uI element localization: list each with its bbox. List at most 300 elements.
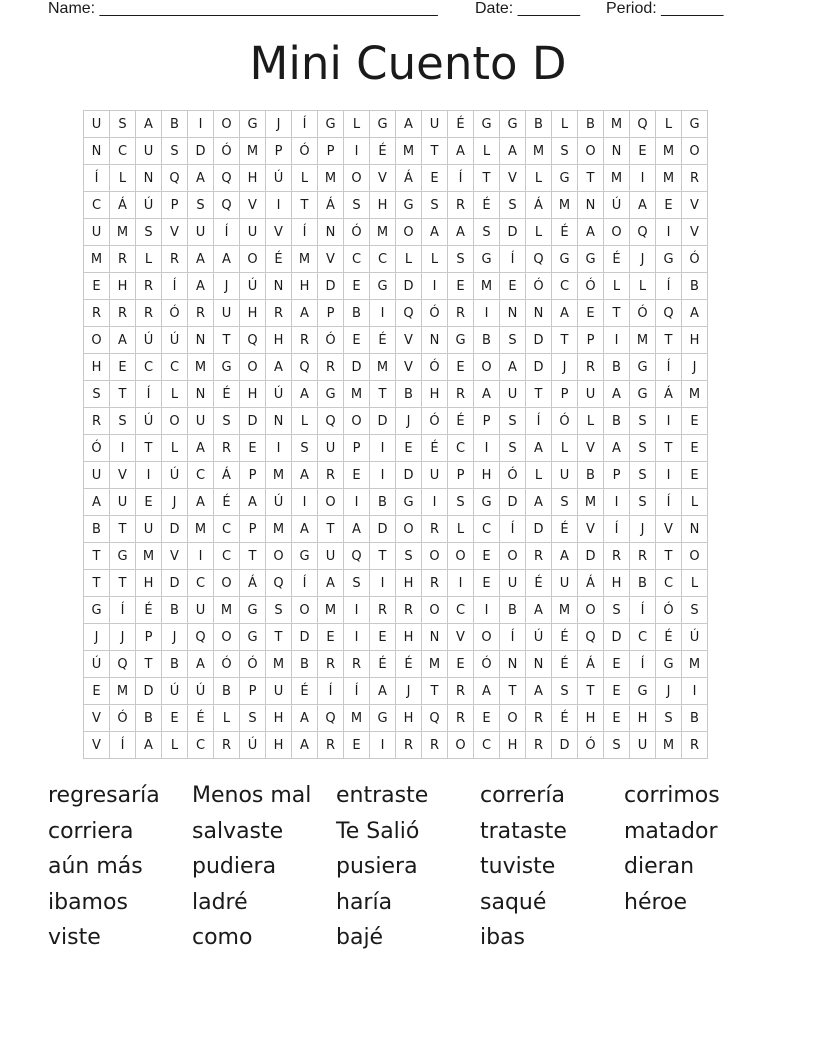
grid-cell: Ú bbox=[84, 651, 110, 678]
grid-cell: Ó bbox=[318, 327, 344, 354]
grid-cell: E bbox=[396, 435, 422, 462]
grid-cell: G bbox=[682, 111, 708, 138]
grid-cell: L bbox=[656, 111, 682, 138]
grid-cell: E bbox=[682, 435, 708, 462]
grid-cell: D bbox=[162, 516, 188, 543]
grid-cell: J bbox=[682, 354, 708, 381]
grid-cell: A bbox=[474, 381, 500, 408]
word-list-item: matador bbox=[624, 818, 718, 844]
grid-cell: M bbox=[188, 516, 214, 543]
grid-cell: Q bbox=[526, 246, 552, 273]
grid-cell: G bbox=[214, 354, 240, 381]
grid-cell: D bbox=[292, 624, 318, 651]
grid-cell: S bbox=[500, 435, 526, 462]
grid-cell: G bbox=[396, 489, 422, 516]
grid-cell: A bbox=[396, 111, 422, 138]
grid-cell: O bbox=[318, 489, 344, 516]
grid-cell: D bbox=[370, 516, 396, 543]
grid-cell: U bbox=[84, 111, 110, 138]
page-title: Mini Cuento D bbox=[249, 37, 567, 90]
grid-cell: T bbox=[318, 516, 344, 543]
grid-cell: B bbox=[604, 354, 630, 381]
grid-cell: S bbox=[552, 489, 578, 516]
grid-row bbox=[84, 246, 708, 273]
grid-cell: E bbox=[474, 570, 500, 597]
grid-cell: H bbox=[396, 570, 422, 597]
grid-cell: B bbox=[526, 111, 552, 138]
grid-cell: G bbox=[240, 624, 266, 651]
grid-cell: A bbox=[526, 678, 552, 705]
word-search-grid bbox=[83, 110, 708, 759]
grid-cell: A bbox=[136, 732, 162, 759]
word-list-item: trataste bbox=[480, 818, 567, 844]
grid-cell: M bbox=[604, 165, 630, 192]
grid-cell: T bbox=[656, 435, 682, 462]
grid-cell: U bbox=[318, 435, 344, 462]
grid-cell: Ó bbox=[526, 273, 552, 300]
grid-cell: L bbox=[136, 246, 162, 273]
grid-cell: B bbox=[474, 327, 500, 354]
grid-cell: A bbox=[552, 543, 578, 570]
grid-cell: B bbox=[396, 381, 422, 408]
grid-cell: P bbox=[240, 516, 266, 543]
grid-cell: N bbox=[500, 651, 526, 678]
grid-cell: L bbox=[162, 732, 188, 759]
grid-cell: E bbox=[370, 624, 396, 651]
word-list-item: regresaría bbox=[48, 783, 160, 808]
grid-cell: Ó bbox=[422, 408, 448, 435]
grid-cell: R bbox=[422, 732, 448, 759]
grid-cell: Ó bbox=[578, 732, 604, 759]
grid-row bbox=[84, 624, 708, 651]
grid-cell: V bbox=[656, 516, 682, 543]
grid-cell: M bbox=[84, 246, 110, 273]
grid-cell: A bbox=[188, 435, 214, 462]
grid-cell: T bbox=[266, 624, 292, 651]
grid-cell: D bbox=[526, 516, 552, 543]
grid-cell: E bbox=[448, 651, 474, 678]
grid-cell: A bbox=[370, 678, 396, 705]
grid-cell: M bbox=[214, 597, 240, 624]
grid-cell: V bbox=[500, 165, 526, 192]
grid-cell: R bbox=[84, 300, 110, 327]
grid-cell: S bbox=[110, 408, 136, 435]
word-list bbox=[48, 778, 778, 956]
grid-cell: Ó bbox=[110, 705, 136, 732]
grid-cell: D bbox=[526, 354, 552, 381]
grid-cell: Ó bbox=[214, 138, 240, 165]
grid-cell: J bbox=[266, 111, 292, 138]
grid-cell: T bbox=[240, 543, 266, 570]
grid-cell: A bbox=[682, 300, 708, 327]
word-list-item: viste bbox=[48, 925, 101, 951]
grid-cell: U bbox=[578, 381, 604, 408]
grid-cell: Q bbox=[318, 408, 344, 435]
grid-cell: D bbox=[500, 489, 526, 516]
grid-cell: M bbox=[136, 543, 162, 570]
grid-row bbox=[84, 543, 708, 570]
grid-cell: Ú bbox=[682, 624, 708, 651]
grid-cell: C bbox=[110, 138, 136, 165]
grid-cell: Q bbox=[110, 651, 136, 678]
grid-cell: I bbox=[656, 408, 682, 435]
grid-cell: O bbox=[266, 543, 292, 570]
grid-cell: M bbox=[604, 111, 630, 138]
grid-cell: M bbox=[240, 138, 266, 165]
grid-cell: B bbox=[136, 705, 162, 732]
grid-cell: O bbox=[682, 138, 708, 165]
grid-cell: A bbox=[214, 246, 240, 273]
word-list-item: dieran bbox=[624, 854, 695, 880]
grid-cell: T bbox=[422, 678, 448, 705]
grid-cell: Ú bbox=[162, 327, 188, 354]
grid-cell: Ú bbox=[266, 381, 292, 408]
grid-cell: E bbox=[162, 705, 188, 732]
grid-cell: Ú bbox=[240, 273, 266, 300]
grid-cell: U bbox=[136, 516, 162, 543]
grid-cell: M bbox=[266, 462, 292, 489]
word-list-item: ibamos bbox=[48, 889, 128, 915]
grid-cell: G bbox=[370, 705, 396, 732]
grid-cell: I bbox=[266, 435, 292, 462]
grid-cell: É bbox=[552, 219, 578, 246]
grid-cell: L bbox=[526, 219, 552, 246]
grid-cell: E bbox=[318, 624, 344, 651]
grid-cell: Q bbox=[422, 705, 448, 732]
grid-cell: N bbox=[526, 651, 552, 678]
word-list-item: saqué bbox=[480, 889, 547, 915]
grid-cell: V bbox=[84, 705, 110, 732]
grid-cell: R bbox=[630, 543, 656, 570]
grid-cell: E bbox=[656, 192, 682, 219]
grid-cell: É bbox=[552, 516, 578, 543]
grid-row bbox=[84, 489, 708, 516]
grid-cell: A bbox=[292, 732, 318, 759]
grid-cell: Q bbox=[162, 165, 188, 192]
grid-cell: R bbox=[422, 570, 448, 597]
grid-cell: S bbox=[656, 705, 682, 732]
grid-cell: G bbox=[370, 111, 396, 138]
grid-cell: Á bbox=[214, 462, 240, 489]
word-list-item: corrimos bbox=[624, 783, 720, 808]
grid-cell: L bbox=[344, 111, 370, 138]
grid-cell: R bbox=[344, 651, 370, 678]
grid-cell: U bbox=[188, 597, 214, 624]
grid-cell: R bbox=[448, 300, 474, 327]
grid-cell: T bbox=[500, 678, 526, 705]
grid-cell: M bbox=[656, 732, 682, 759]
grid-cell: Í bbox=[604, 516, 630, 543]
grid-cell: H bbox=[422, 381, 448, 408]
grid-cell: U bbox=[214, 300, 240, 327]
grid-cell: V bbox=[162, 219, 188, 246]
grid-cell: R bbox=[448, 705, 474, 732]
grid-cell: M bbox=[344, 381, 370, 408]
grid-cell: C bbox=[448, 597, 474, 624]
grid-cell: A bbox=[292, 381, 318, 408]
grid-row bbox=[84, 651, 708, 678]
grid-cell: N bbox=[266, 408, 292, 435]
grid-cell: Ó bbox=[214, 651, 240, 678]
grid-cell: E bbox=[474, 705, 500, 732]
grid-cell: D bbox=[370, 408, 396, 435]
grid-cell: R bbox=[526, 543, 552, 570]
grid-cell: D bbox=[526, 327, 552, 354]
grid-cell: N bbox=[526, 300, 552, 327]
grid-cell: B bbox=[162, 651, 188, 678]
grid-cell: L bbox=[552, 435, 578, 462]
grid-cell: U bbox=[500, 570, 526, 597]
grid-cell: I bbox=[292, 489, 318, 516]
grid-cell: S bbox=[630, 489, 656, 516]
grid-cell: Í bbox=[136, 381, 162, 408]
grid-cell: C bbox=[188, 462, 214, 489]
grid-cell: J bbox=[552, 354, 578, 381]
grid-cell: M bbox=[370, 219, 396, 246]
grid-cell: G bbox=[110, 543, 136, 570]
grid-cell: R bbox=[578, 354, 604, 381]
grid-cell: V bbox=[370, 165, 396, 192]
grid-cell: I bbox=[422, 273, 448, 300]
grid-cell: T bbox=[136, 435, 162, 462]
grid-cell: É bbox=[292, 678, 318, 705]
grid-cell: J bbox=[84, 624, 110, 651]
grid-cell: B bbox=[292, 651, 318, 678]
grid-cell: B bbox=[84, 516, 110, 543]
grid-cell: Q bbox=[240, 327, 266, 354]
grid-cell: R bbox=[682, 732, 708, 759]
grid-cell: N bbox=[266, 273, 292, 300]
grid-cell: T bbox=[656, 543, 682, 570]
grid-cell: L bbox=[214, 705, 240, 732]
grid-cell: G bbox=[448, 327, 474, 354]
grid-cell: H bbox=[292, 273, 318, 300]
grid-cell: A bbox=[292, 300, 318, 327]
grid-cell: É bbox=[656, 624, 682, 651]
grid-cell: S bbox=[630, 462, 656, 489]
grid-cell: H bbox=[396, 624, 422, 651]
grid-cell: M bbox=[682, 381, 708, 408]
grid-cell: O bbox=[604, 219, 630, 246]
grid-cell: H bbox=[500, 732, 526, 759]
grid-cell: I bbox=[656, 462, 682, 489]
grid-cell: V bbox=[84, 732, 110, 759]
grid-cell: É bbox=[448, 408, 474, 435]
word-list-item: haría bbox=[336, 889, 393, 915]
grid-cell: R bbox=[448, 192, 474, 219]
grid-cell: C bbox=[656, 570, 682, 597]
grid-cell: Ó bbox=[292, 138, 318, 165]
grid-cell: D bbox=[396, 273, 422, 300]
grid-cell: R bbox=[84, 408, 110, 435]
grid-cell: H bbox=[84, 354, 110, 381]
grid-cell: S bbox=[448, 246, 474, 273]
grid-cell: A bbox=[578, 219, 604, 246]
grid-cell: L bbox=[526, 165, 552, 192]
grid-cell: C bbox=[370, 246, 396, 273]
grid-cell: G bbox=[474, 111, 500, 138]
grid-cell: M bbox=[292, 246, 318, 273]
grid-cell: S bbox=[266, 597, 292, 624]
grid-cell: A bbox=[318, 570, 344, 597]
grid-row bbox=[84, 408, 708, 435]
word-list-item: pudiera bbox=[192, 854, 277, 880]
grid-cell: I bbox=[656, 219, 682, 246]
grid-cell: M bbox=[578, 489, 604, 516]
grid-cell: B bbox=[578, 462, 604, 489]
grid-cell: L bbox=[162, 435, 188, 462]
grid-cell: Á bbox=[578, 651, 604, 678]
grid-row bbox=[84, 597, 708, 624]
grid-cell: L bbox=[396, 246, 422, 273]
grid-cell: G bbox=[474, 246, 500, 273]
grid-cell: J bbox=[630, 516, 656, 543]
grid-row bbox=[84, 516, 708, 543]
grid-cell: R bbox=[110, 246, 136, 273]
grid-cell: G bbox=[370, 273, 396, 300]
grid-cell: P bbox=[266, 138, 292, 165]
grid-cell: G bbox=[552, 246, 578, 273]
grid-cell: V bbox=[266, 219, 292, 246]
grid-row bbox=[84, 462, 708, 489]
grid-cell: G bbox=[656, 246, 682, 273]
grid-cell: V bbox=[682, 219, 708, 246]
grid-row bbox=[84, 327, 708, 354]
grid-cell: Ó bbox=[422, 300, 448, 327]
grid-cell: M bbox=[344, 705, 370, 732]
grid-cell: H bbox=[474, 462, 500, 489]
grid-cell: Í bbox=[656, 273, 682, 300]
grid-cell: Í bbox=[292, 570, 318, 597]
grid-cell: Í bbox=[110, 597, 136, 624]
grid-cell: I bbox=[370, 462, 396, 489]
grid-cell: E bbox=[84, 273, 110, 300]
grid-cell: Q bbox=[214, 192, 240, 219]
grid-cell: S bbox=[110, 111, 136, 138]
grid-cell: L bbox=[162, 381, 188, 408]
word-list-item: aún más bbox=[48, 854, 143, 880]
grid-cell: R bbox=[682, 165, 708, 192]
grid-cell: P bbox=[552, 381, 578, 408]
grid-cell: P bbox=[240, 678, 266, 705]
grid-cell: V bbox=[396, 354, 422, 381]
grid-cell: Í bbox=[500, 516, 526, 543]
grid-cell: I bbox=[344, 138, 370, 165]
grid-cell: B bbox=[500, 597, 526, 624]
grid-cell: R bbox=[136, 300, 162, 327]
grid-cell: Í bbox=[500, 624, 526, 651]
grid-cell: C bbox=[474, 516, 500, 543]
grid-cell: E bbox=[448, 354, 474, 381]
grid-cell: S bbox=[604, 597, 630, 624]
grid-cell: Ó bbox=[344, 219, 370, 246]
grid-cell: A bbox=[188, 246, 214, 273]
grid-cell: O bbox=[578, 597, 604, 624]
grid-cell: A bbox=[188, 489, 214, 516]
grid-cell: Q bbox=[266, 570, 292, 597]
grid-cell: D bbox=[552, 732, 578, 759]
grid-cell: A bbox=[474, 678, 500, 705]
grid-cell: Ó bbox=[240, 651, 266, 678]
grid-cell: U bbox=[552, 570, 578, 597]
grid-cell: D bbox=[188, 138, 214, 165]
grid-cell: R bbox=[448, 381, 474, 408]
grid-cell: V bbox=[448, 624, 474, 651]
grid-cell: Á bbox=[240, 570, 266, 597]
grid-cell: P bbox=[448, 462, 474, 489]
grid-row bbox=[84, 705, 708, 732]
grid-cell: M bbox=[474, 273, 500, 300]
grid-cell: S bbox=[552, 138, 578, 165]
grid-cell: É bbox=[552, 624, 578, 651]
grid-cell: O bbox=[682, 543, 708, 570]
grid-cell: M bbox=[682, 651, 708, 678]
grid-cell: E bbox=[344, 462, 370, 489]
grid-cell: O bbox=[344, 408, 370, 435]
grid-cell: S bbox=[136, 219, 162, 246]
grid-cell: R bbox=[526, 705, 552, 732]
grid-cell: E bbox=[240, 435, 266, 462]
grid-cell: R bbox=[370, 597, 396, 624]
grid-cell: O bbox=[500, 543, 526, 570]
grid-cell: I bbox=[266, 192, 292, 219]
grid-cell: A bbox=[448, 138, 474, 165]
grid-cell: I bbox=[370, 732, 396, 759]
grid-cell: U bbox=[110, 489, 136, 516]
grid-cell: M bbox=[318, 597, 344, 624]
grid-cell: S bbox=[500, 327, 526, 354]
grid-cell: E bbox=[604, 678, 630, 705]
grid-cell: G bbox=[656, 651, 682, 678]
grid-cell: Ú bbox=[162, 462, 188, 489]
grid-cell: É bbox=[526, 570, 552, 597]
grid-cell: A bbox=[136, 111, 162, 138]
grid-cell: T bbox=[422, 138, 448, 165]
grid-cell: Ú bbox=[188, 678, 214, 705]
grid-cell: O bbox=[214, 624, 240, 651]
word-list-item: ladré bbox=[192, 889, 248, 915]
grid-cell: T bbox=[84, 543, 110, 570]
grid-cell: C bbox=[188, 570, 214, 597]
grid-cell: O bbox=[214, 570, 240, 597]
grid-cell: V bbox=[162, 543, 188, 570]
grid-cell: U bbox=[84, 462, 110, 489]
grid-cell: O bbox=[474, 624, 500, 651]
grid-cell: Í bbox=[344, 678, 370, 705]
grid-cell: G bbox=[240, 111, 266, 138]
grid-cell: T bbox=[214, 327, 240, 354]
grid-cell: Ó bbox=[500, 462, 526, 489]
grid-cell: R bbox=[110, 300, 136, 327]
grid-cell: B bbox=[214, 678, 240, 705]
grid-cell: N bbox=[136, 165, 162, 192]
grid-cell: E bbox=[136, 489, 162, 516]
grid-cell: Á bbox=[578, 570, 604, 597]
word-list-item: entraste bbox=[336, 783, 429, 808]
grid-cell: E bbox=[578, 300, 604, 327]
grid-cell: E bbox=[448, 273, 474, 300]
grid-row bbox=[84, 300, 708, 327]
grid-cell: Í bbox=[162, 273, 188, 300]
grid-cell: G bbox=[578, 246, 604, 273]
grid-cell: T bbox=[474, 165, 500, 192]
grid-cell: U bbox=[136, 138, 162, 165]
grid-cell: V bbox=[578, 435, 604, 462]
grid-cell: I bbox=[136, 462, 162, 489]
grid-cell: S bbox=[682, 597, 708, 624]
grid-cell: T bbox=[578, 165, 604, 192]
grid-cell: R bbox=[266, 300, 292, 327]
